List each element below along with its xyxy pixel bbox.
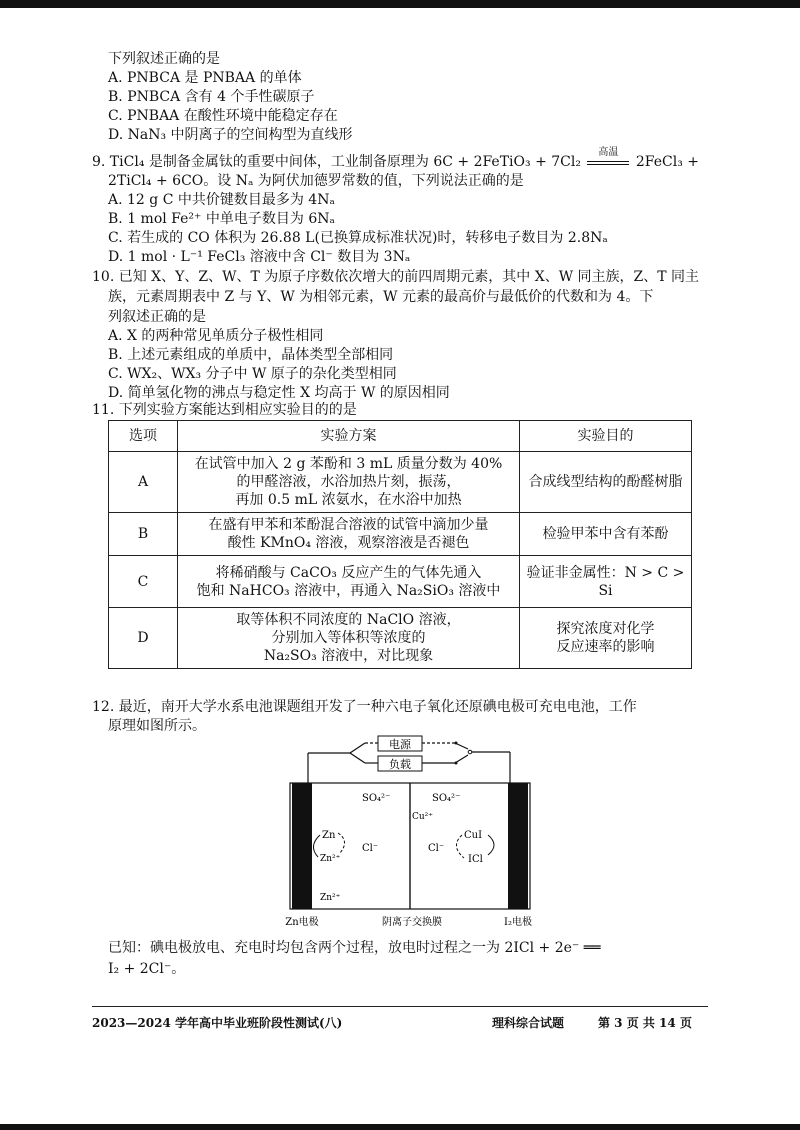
left-chloride-ion: Cl⁻ bbox=[362, 843, 379, 854]
q11-row-a-plan-line: 的甲醛溶液，水浴加热片刻，振荡， bbox=[236, 474, 461, 490]
switch-contact bbox=[455, 762, 458, 765]
q11-row-d-option: D bbox=[109, 608, 178, 669]
q11-row-b bbox=[109, 513, 692, 556]
q12-line-1: 12. 最近，南开大学水系电池课题组开发了一种六电子氧化还原碘电极可充电电池，工作 bbox=[92, 699, 637, 715]
zn-atom-label: Zn bbox=[322, 830, 336, 841]
q11-row-d-plan bbox=[178, 608, 520, 669]
q11-row-b-plan bbox=[178, 513, 520, 556]
switch-contact bbox=[455, 742, 458, 745]
q11-row-a-plan bbox=[178, 452, 520, 513]
right-chloride-ion: Cl⁻ bbox=[428, 843, 445, 854]
q10-option-d: D. 简单氢化物的沸点与稳定性 X 均高于 W 的原因相同 bbox=[108, 385, 450, 401]
bottom-scan-border bbox=[0, 1124, 800, 1130]
q9-option-a: A. 12 g C 中共价键数目最多为 4Nₐ bbox=[108, 192, 335, 208]
q10-line-2: 族，元素周期表中 Z 与 Y、W 为相邻元素，W 元素的最高价与最低价的代数和为 4。下 bbox=[108, 289, 654, 305]
battery-diagram-svg bbox=[280, 735, 540, 930]
q10-option-b: B. 上述元素组成的单质中，晶体类型全部相同 bbox=[108, 347, 394, 363]
q12-line-2: 原理如图所示。 bbox=[108, 718, 206, 734]
i2-electrode bbox=[508, 783, 528, 909]
q11-header-row bbox=[109, 421, 692, 452]
q10-line-1: 10. 已知 X、Y、Z、W、T 为原子序数依次增大的前四周期元素，其中 X、W 同主族，Z、T 同主 bbox=[92, 269, 700, 285]
q10-option-c: C. WX₂、WX₃ 分子中 W 原子的杂化类型相同 bbox=[108, 366, 397, 382]
q11-row-c-option: C bbox=[109, 556, 178, 608]
q10-line-3: 列叙述正确的是 bbox=[108, 309, 206, 325]
copper-ion-label: Cu²⁺ bbox=[412, 812, 434, 822]
footer-subject: 理科综合试题 bbox=[492, 1016, 565, 1030]
q11-table bbox=[108, 420, 692, 669]
q8-stem: 下列叙述正确的是 bbox=[108, 51, 220, 67]
footer-page-number: 第 3 页 共 14 页 bbox=[598, 1016, 692, 1030]
q12-known-line-2: I₂ + 2Cl⁻。 bbox=[108, 961, 186, 977]
right-sulfate-ion: SO₄²⁻ bbox=[432, 793, 461, 804]
q11-row-a-plan-line: 在试管中加入 2 g 苯酚和 3 mL 质量分数为 40% bbox=[194, 456, 503, 472]
footer-divider bbox=[92, 1006, 708, 1007]
q10-option-a: A. X 的两种常见单质分子极性相同 bbox=[108, 328, 324, 344]
q9-option-c: C. 若生成的 CO 体积为 26.88 L(已换算成标准状况)时，转移电子数目为 2.8Nₐ bbox=[108, 230, 608, 246]
q11-row-a-plan-line: 再加 0.5 mL 浓氨水，在水浴中加热 bbox=[235, 492, 462, 508]
q11-row-c-goal: 验证非金属性：N > C > Si bbox=[520, 556, 692, 608]
zn-electrode-label: Zn电极 bbox=[285, 917, 319, 928]
q8-option-b: B. PNBCA 含有 4 个手性碳原子 bbox=[108, 89, 315, 105]
q11-row-d-goal-line: 反应速率的影响 bbox=[556, 639, 655, 655]
cui-label: CuI bbox=[464, 830, 483, 841]
top-scan-border bbox=[0, 0, 800, 8]
q11-header-goal: 实验目的 bbox=[520, 421, 692, 452]
power-source-label: 电源 bbox=[389, 738, 411, 751]
q9-option-d: D. 1 mol · L⁻¹ FeCl₃ 溶液中含 Cl⁻ 数目为 3Nₐ bbox=[108, 249, 411, 265]
q11-row-c bbox=[109, 556, 692, 608]
q11-row-a-option: A bbox=[109, 452, 178, 513]
q11-row-d-goal-line: 探究浓度对化学 bbox=[556, 621, 655, 637]
q11-row-d bbox=[109, 608, 692, 669]
battery-diagram bbox=[280, 735, 540, 930]
load-label: 负载 bbox=[389, 758, 411, 771]
q11-row-b-option: B bbox=[109, 513, 178, 556]
q9-reaction-arrow bbox=[585, 147, 631, 171]
q11-row-d-plan-line: 取等体积不同浓度的 NaClO 溶液， bbox=[236, 612, 461, 628]
q9-line-1 bbox=[92, 147, 699, 171]
q11-row-b-goal: 检验甲苯中含有苯酚 bbox=[520, 513, 692, 556]
q11-row-c-plan bbox=[178, 556, 520, 608]
q9-equation-right: 2FeCl₃ + bbox=[635, 154, 699, 170]
zn-electrode bbox=[292, 783, 312, 909]
zn-ion-bottom-label: Zn²⁺ bbox=[320, 893, 341, 903]
q11-row-d-plan-line: 分别加入等体积等浓度的 bbox=[271, 630, 426, 646]
q8-option-d: D. NaN₃ 中阴离子的空间构型为直线形 bbox=[108, 127, 353, 143]
q8-option-c: C. PNBAA 在酸性环境中能稳定存在 bbox=[108, 108, 338, 124]
zn-ion-label: Zn²⁺ bbox=[320, 854, 341, 864]
q11-row-b-plan-line: 酸性 KMnO₄ 溶液，观察溶液是否褪色 bbox=[227, 535, 470, 551]
q11-stem: 11. 下列实验方案能达到相应实验目的的是 bbox=[92, 402, 357, 418]
q8-option-a: A. PNBCA 是 PNBAA 的单体 bbox=[108, 70, 302, 86]
q9-option-b: B. 1 mol Fe²⁺ 中单电子数目为 6Nₐ bbox=[108, 211, 335, 227]
q9-condition: 高温 bbox=[598, 147, 619, 158]
i2-electrode-label: I₂电极 bbox=[504, 917, 532, 928]
q11-row-d-plan-line: Na₂SO₃ 溶液中，对比现象 bbox=[263, 648, 434, 664]
membrane-label: 阴离子交换膜 bbox=[382, 917, 442, 928]
q11-row-a-goal: 合成线型结构的酚醛树脂 bbox=[520, 452, 692, 513]
switch-pivot bbox=[468, 750, 472, 754]
icl-label: ICl bbox=[468, 854, 483, 865]
q11-header-option: 选项 bbox=[109, 421, 178, 452]
footer-exam-title: 2023—2024 学年高中毕业班阶段性测试(八) bbox=[92, 1016, 343, 1030]
q11-row-c-plan-line: 饱和 NaHCO₃ 溶液中，再通入 Na₂SiO₃ 溶液中 bbox=[196, 582, 501, 599]
q11-row-d-goal bbox=[520, 608, 692, 669]
q11-row-a bbox=[109, 452, 692, 513]
q11-header-plan: 实验方案 bbox=[178, 421, 520, 452]
left-sulfate-ion: SO₄²⁻ bbox=[362, 793, 391, 804]
q9-equation-left: 9. TiCl₄ 是制备金属钛的重要中间体，工业制备原理为 6C + 2FeTiO₃ + 7Cl₂ bbox=[92, 154, 581, 170]
q12-known-line-1: 已知：碘电极放电、充电时均包含两个过程，放电时过程之一为 2ICl + 2e⁻ ══ bbox=[108, 940, 601, 956]
q11-row-b-plan-line: 在盛有甲苯和苯酚混合溶液的试管中滴加少量 bbox=[208, 517, 489, 533]
q11-row-c-plan-line: 将稀硝酸与 CaCO₃ 反应产生的气体先通入 bbox=[215, 564, 482, 581]
q9-line-2: 2TiCl₄ + 6CO。设 Nₐ 为阿伏加德罗常数的值，下列说法正确的是 bbox=[108, 173, 524, 189]
